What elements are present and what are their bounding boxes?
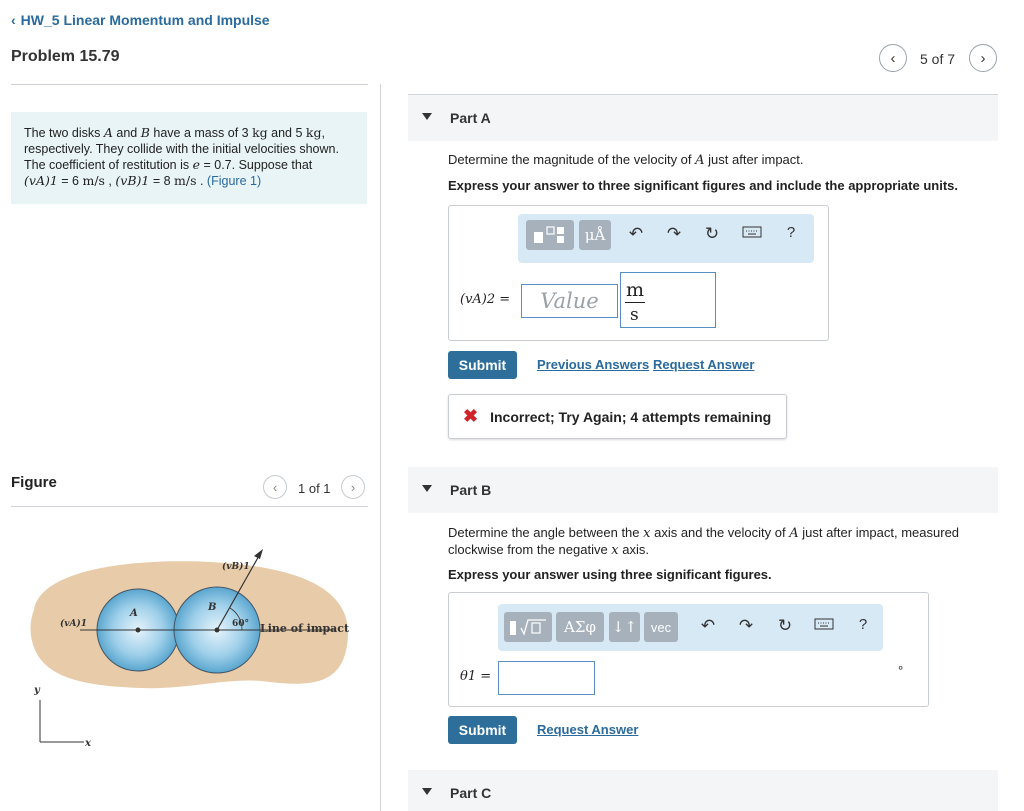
part-b-submit-button[interactable]: Submit	[448, 716, 517, 744]
units-button[interactable]: μÅ	[579, 220, 611, 250]
chevron-left-icon: ‹	[11, 12, 16, 28]
problem-line-4: (vA)1 = 6 m/s , (vB)1 = 8 m/s . (Figure 1)	[24, 173, 262, 188]
keyboard-icon[interactable]	[813, 616, 835, 636]
figure-label-va1: (vA)1	[60, 619, 87, 629]
figure-diagram	[20, 540, 360, 755]
incorrect-x-icon: ✖	[463, 406, 479, 426]
part-b-answer-box	[448, 592, 929, 707]
part-a-answer-label: (vA)2 =	[460, 292, 511, 307]
back-link-label: HW_5 Linear Momentum and Impulse	[20, 12, 270, 28]
problem-title: Problem 15.79	[11, 48, 120, 65]
unit-numerator: m	[626, 279, 645, 301]
figure-label-y: y	[34, 685, 40, 696]
collapse-triangle-icon	[422, 113, 432, 120]
part-a-label: Part A	[450, 110, 491, 126]
part-a-instructions: Express your answer to three significant figures and include the appropriate units.	[448, 178, 958, 193]
part-a-toolbar	[518, 214, 814, 263]
part-a-question: Determine the magnitude of the velocity of A just after impact.	[448, 152, 804, 168]
keyboard-icon[interactable]	[741, 224, 763, 244]
angle-input[interactable]	[498, 661, 595, 695]
feedback-text: Incorrect; Try Again; 4 attempts remaining	[490, 408, 772, 425]
templates-icon	[533, 226, 567, 244]
part-c-label: Part C	[450, 785, 492, 801]
figure-label-x: x	[85, 738, 91, 749]
figure-label-angle: 60°	[232, 619, 250, 629]
previous-answers-link[interactable]: Previous Answers	[537, 357, 650, 372]
figure-label-b: B	[208, 602, 217, 613]
reset-icon[interactable]: ↻	[777, 616, 793, 635]
problem-line-3: The coefficient of restitution is e = 0.7. Suppose that	[24, 157, 313, 172]
part-b-label: Part B	[450, 482, 492, 498]
chevron-right-icon: ›	[980, 49, 986, 67]
greek-symbols-button[interactable]: ΑΣφ	[556, 612, 604, 642]
units-input[interactable]	[620, 272, 716, 328]
previous-problem-button[interactable]	[879, 44, 907, 72]
part-b-instructions: Express your answer using three significant figures.	[448, 567, 772, 582]
reset-icon[interactable]: ↻	[704, 224, 720, 243]
part-b-question: Determine the angle between the x axis and the velocity of A just after impact, measured clockwise from the negative x axis.	[448, 525, 960, 558]
problem-page-count: 5 of 7	[920, 51, 956, 67]
part-a-submit-button[interactable]: Submit	[448, 351, 517, 379]
part-b-header[interactable]	[408, 467, 998, 513]
figure-label-vb1: (vB)1	[222, 562, 250, 572]
part-c-header[interactable]	[408, 770, 998, 811]
collapse-triangle-icon	[422, 485, 432, 492]
templates-button[interactable]	[504, 612, 552, 642]
vector-button[interactable]: vec	[644, 612, 678, 642]
chevron-right-icon: ›	[350, 479, 356, 495]
back-link[interactable]	[11, 12, 270, 28]
part-a-request-answer-link[interactable]: Request Answer	[653, 357, 755, 372]
unit-fraction-bar	[625, 302, 645, 303]
figure-divider	[11, 506, 368, 507]
part-b-toolbar	[498, 604, 883, 651]
next-problem-button[interactable]	[969, 44, 997, 72]
undo-icon[interactable]: ↶	[628, 224, 644, 243]
templates-button[interactable]	[526, 220, 574, 250]
figure-next-button[interactable]	[341, 475, 365, 499]
part-a-feedback	[448, 394, 787, 439]
redo-icon[interactable]: ↷	[666, 224, 682, 243]
figure-count: 1 of 1	[298, 481, 331, 496]
redo-icon[interactable]: ↷	[738, 616, 754, 635]
undo-icon[interactable]: ↶	[700, 616, 716, 635]
subscript-button[interactable]: ↓↑	[609, 612, 640, 642]
figure-link[interactable]: (Figure 1)	[206, 174, 262, 188]
figure-prev-button[interactable]	[263, 475, 287, 499]
figure-label-line-of-impact: Line of impact	[260, 622, 350, 635]
value-input[interactable]: Value	[521, 284, 618, 318]
help-icon[interactable]: ?	[858, 616, 868, 633]
collapse-triangle-icon	[422, 788, 432, 795]
templates-icon	[508, 617, 548, 637]
problem-line-2: respectively. They collide with the initial velocities shown.	[24, 142, 339, 156]
part-b-request-answer-link[interactable]: Request Answer	[537, 722, 639, 737]
part-b-answer-label: θ1 =	[460, 669, 492, 684]
problem-statement	[11, 112, 367, 204]
chevron-left-icon: ‹	[890, 49, 896, 67]
figure-label-a: A	[130, 608, 138, 619]
problem-line-1: The two disks A and B have a mass of 3 kg and 5 kg,	[24, 125, 325, 140]
left-divider-top	[11, 84, 368, 85]
degree-unit: °	[898, 663, 904, 678]
help-icon[interactable]: ?	[786, 224, 796, 241]
figure-title: Figure	[11, 474, 57, 491]
chevron-left-icon: ‹	[272, 479, 278, 495]
unit-denominator: s	[630, 305, 639, 325]
part-a-header[interactable]	[408, 95, 998, 141]
column-divider	[380, 84, 381, 811]
part-a-answer-box	[448, 205, 829, 341]
